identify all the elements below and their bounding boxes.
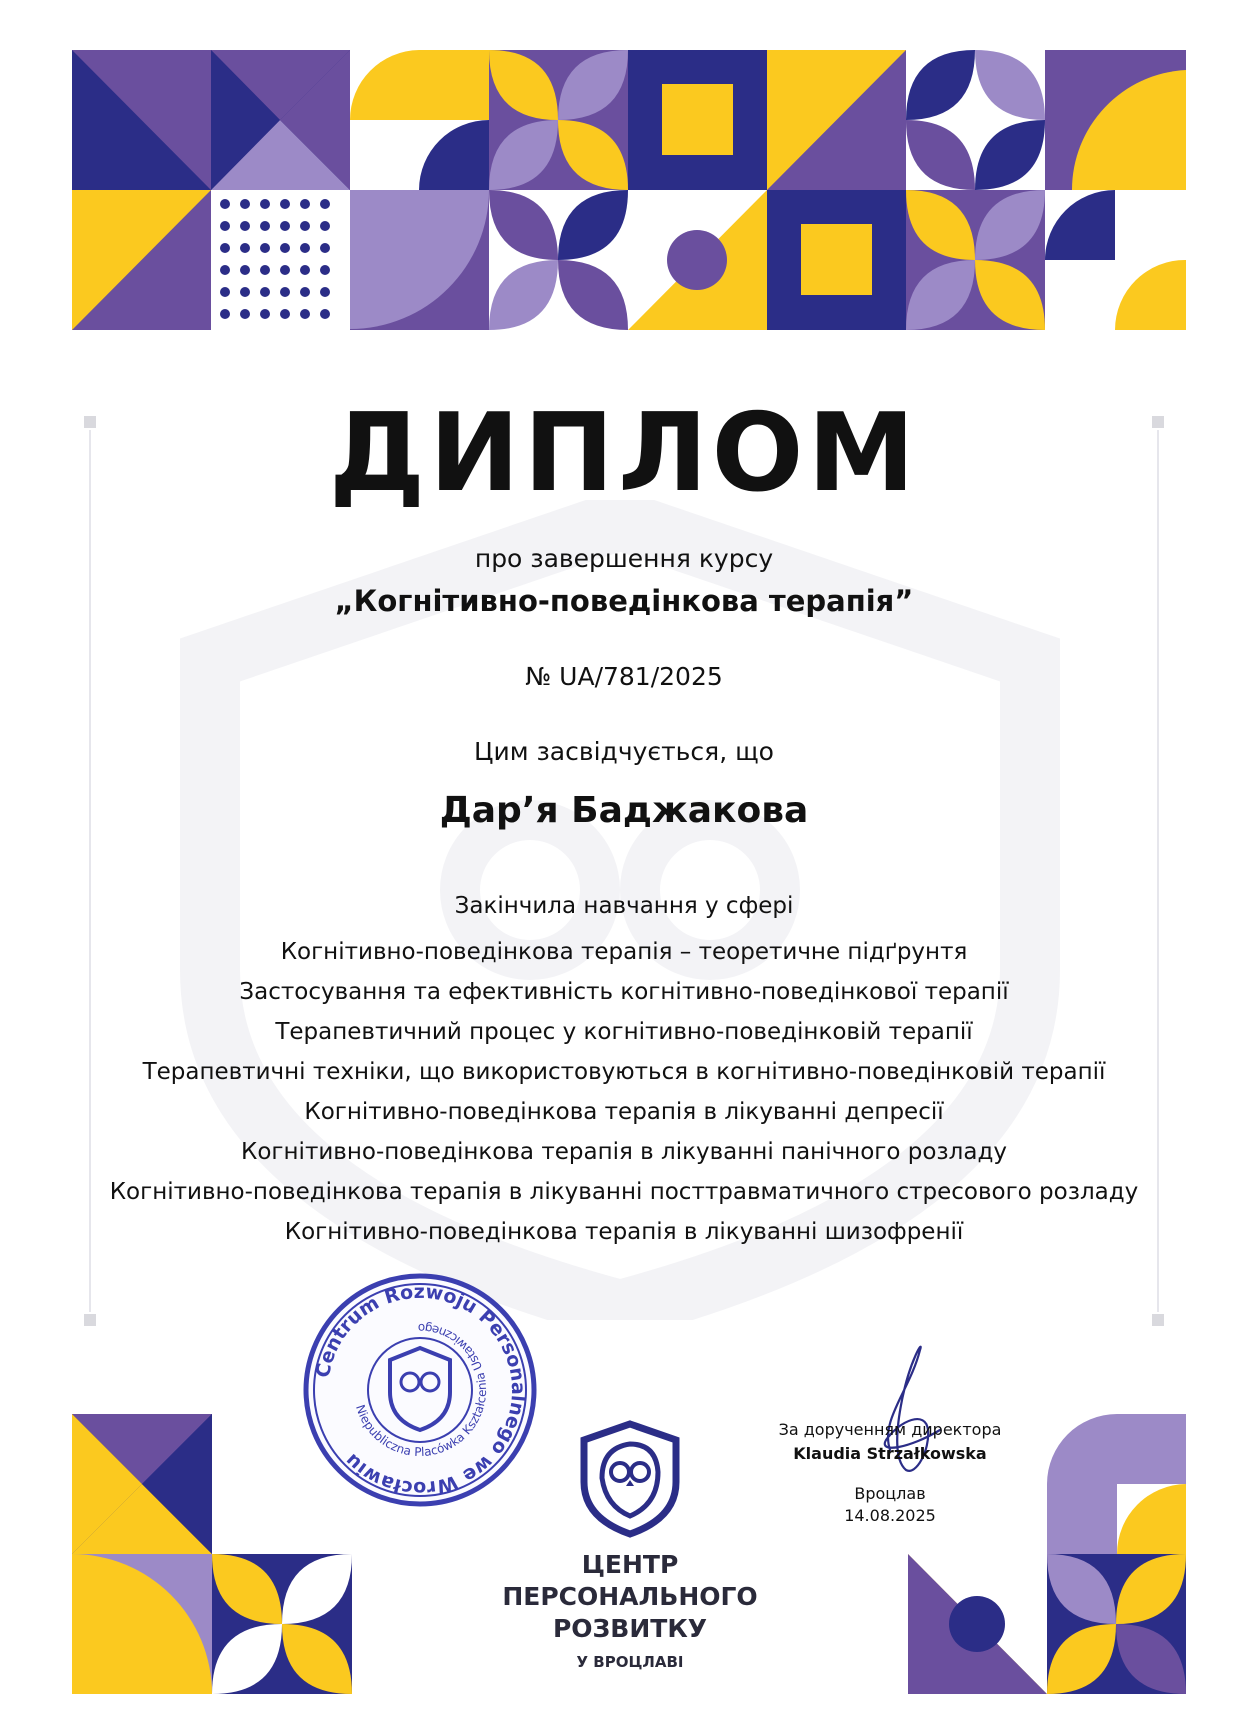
banner-tile-9 — [72, 190, 211, 330]
topic-item: Когнітивно-поведінкова терапія в лікуванні депресії — [304, 1099, 944, 1125]
svg-text:Centrum Rozwoju Personalnego w: Centrum Rozwoju Personalnego we Wrocławiu — [311, 1280, 530, 1500]
logo-text-line-2: ПЕРСОНАЛЬНОГО — [502, 1582, 758, 1611]
topic-item: Когнітивно-поведінкова терапія – теоретичне підґрунтя — [280, 939, 968, 965]
topic-item: Когнітивно-поведінкова терапія в лікуванні посттравматичного стресового розладу — [109, 1179, 1139, 1205]
recipient-name: Дар’я Баджакова — [439, 790, 809, 831]
banner-tile-14 — [767, 190, 906, 330]
topic-item: Терапевтичні техніки, що використовуються в когнітивно-поведінковій терапії — [142, 1059, 1106, 1085]
logo-text-line-1: ЦЕНТР — [581, 1550, 679, 1579]
banner-tile-2 — [211, 50, 350, 190]
topic-item: Когнітивно-поведінкова терапія в лікуванні панічного розладу — [241, 1139, 1007, 1165]
svg-text:Niepubliczna Placówka Kształce: Niepubliczna Placówka Kształcenia Ustawicznego — [353, 1320, 490, 1460]
topics-list — [0, 932, 1248, 1252]
banner-tile-7 — [906, 50, 1045, 190]
diploma-subtitle: про завершення курсу — [474, 544, 774, 573]
logo-text-line-4: У ВРОЦЛАВІ — [576, 1653, 684, 1671]
signature-role: За дорученням директора — [778, 1420, 1002, 1439]
logo-text-line-3: РОЗВИТКУ — [552, 1614, 708, 1643]
banner-tile-11 — [350, 190, 489, 330]
banner-tile-13 — [628, 190, 767, 330]
banner-tile-4 — [489, 50, 628, 190]
topic-item: Застосування та ефективність когнітивно-поведінкової терапії — [239, 979, 1009, 1005]
course-name: „Когнітивно-поведінкова терапія” — [334, 584, 914, 618]
banner-tile-3 — [350, 50, 489, 190]
issue-date: 14.08.2025 — [844, 1506, 936, 1525]
diploma-number: № UA/781/2025 — [525, 662, 723, 691]
topics-intro: Закінчила навчання у сфері — [454, 893, 794, 919]
banner-tile-1 — [72, 50, 211, 190]
banner-tile-6 — [767, 50, 906, 190]
diploma-title: ДИПЛОМ — [329, 391, 919, 516]
banner-tile-8 — [1045, 50, 1186, 190]
topic-item: Когнітивно-поведінкова терапія в лікуванні шизофренії — [284, 1219, 964, 1245]
institution-seal — [300, 1270, 540, 1510]
certify-text: Цим засвідчується, що — [474, 737, 774, 766]
topic-item: Терапевтичний процес у когнітивно-поведінковій терапії — [275, 1019, 973, 1045]
banner-tile-16 — [1045, 190, 1186, 330]
issue-city: Вроцлав — [854, 1484, 926, 1503]
owl-shield-logo-icon — [578, 1420, 682, 1538]
banner-tile-5 — [628, 50, 767, 190]
banner-tile-10 — [211, 190, 350, 330]
signature-name: Klaudia Strzałkowska — [793, 1444, 987, 1463]
banner-tile-12 — [489, 190, 628, 330]
banner-tile-15 — [906, 190, 1045, 330]
top-geometric-banner — [72, 50, 1186, 330]
